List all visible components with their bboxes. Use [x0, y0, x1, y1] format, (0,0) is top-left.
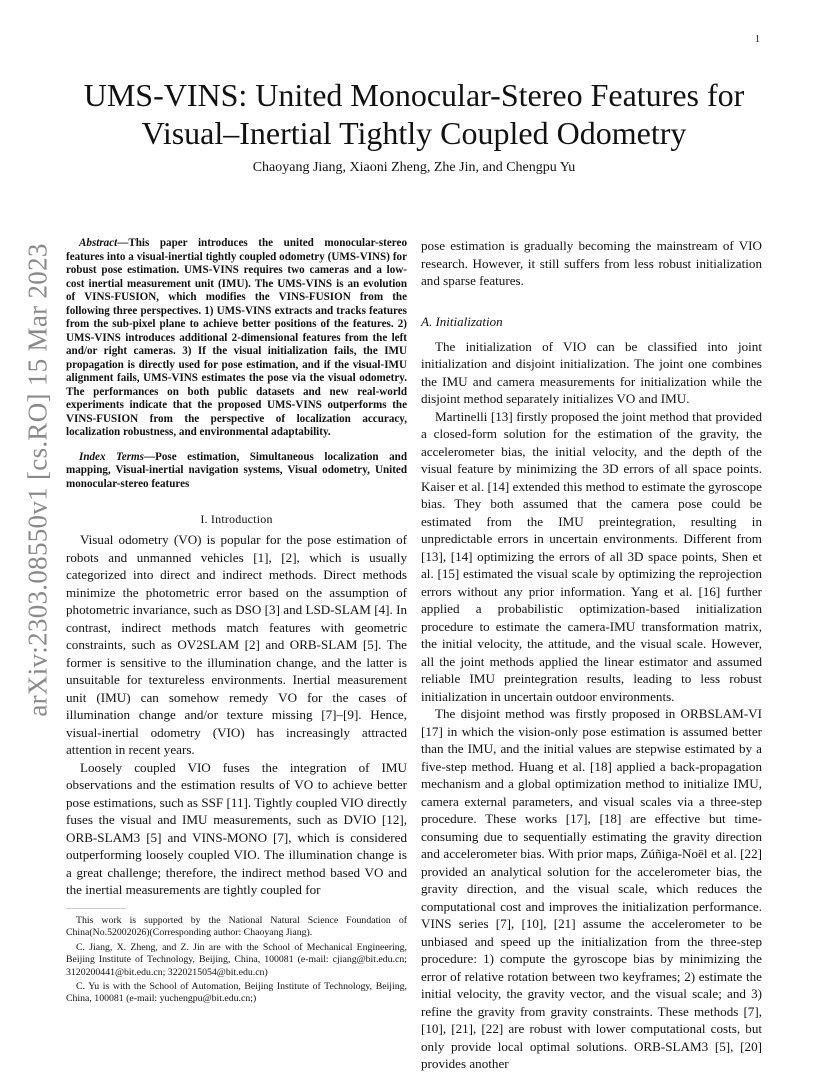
index-terms-label: Index Terms: [79, 450, 144, 463]
left-column: [66, 237, 407, 899]
right-column: [421, 237, 762, 1073]
arxiv-identifier: arXiv:2303.08550v1 [cs.RO] 15 Mar 2023: [22, 243, 53, 717]
index-terms-text: —Pose estimation, Simultaneous localization and mapping, Visual-inertial navigation systems, Visual odometry, United monocular-stereo features: [66, 450, 407, 490]
initialization-paragraph: The disjoint method was firstly proposed in ORBSLAM-VI [17] in which the vision-only pose estimation is assumed better than the IMU, and the initial values are stepwise estimated by a five-step method. Huang et al. [18] applied a back-propagation mechanism and a global optimization method to initialize IMU, camera external parameters, and visual scales via a three-step procedure. These works [17], [18] are effective but time-consuming due to sequentially estimating the gravity direction and accelerometer bias. With prior maps, Zúñiga-Noël et al. [22] provided an analytical solution for the accelerometer bias, the gravity direction, and the visual scale, which reduces the computational cost and improves the initialization performance. VINS series [7], [10], [21] assume the accelerometer to be unbiased and speed up the initialization from the three-step procedure: 1) compute the gyroscope bias by minimizing the error of relative rotation between two keyframes; 2) estimate the initial velocity, the gravity vector, and the visual scale; and 3) refine the gravity from gravity constraints. These methods [7], [10], [21], [22] are robust with lower computational costs, but only provide local optimal solutions. ORB-SLAM3 [5], [20] provides another: [421, 706, 762, 1071]
paper-title: UMS-VINS: United Monocular-Stereo Features for Visual–Inertial Tightly Coupled Odometry: [83, 77, 745, 151]
initialization-paragraph: Martinelli [13] firstly proposed the joint method that provided a closed-form solution for the estimation of the gravity, the accelerometer bias, the initial velocity, and the depth of the visual feature by minimizing the 3D errors of all space points. Kaiser et al. [14] extended this method to estimate the gyroscope bias. They both assumed that the camera pose could be estimated from the IMU preintegration, resulting in unpredictable errors in uncertain environments. Different from [13], [14] optimizing the errors of all 3D space points, Shen et al. [15] estimated the visual scale by optimizing the reprojection errors without any prior information. Yang et al. [16] further applied a probabilistic optimization-based initialization procedure to estimate the camera-IMU transformation matrix, the initial velocity, the attitude, and the visual scale. However, all the joint methods applied the linear estimator and assumed reliable IMU preintegration results, leading to less robust initialization in uncertain outdoor environments.: [421, 408, 762, 704]
index-terms: [66, 451, 407, 492]
abstract: [66, 237, 407, 440]
section-heading-introduction: I. Introduction: [200, 512, 273, 526]
intro-paragraph: Loosely coupled VIO fuses the integration of IMU observations and the estimation results of VO to achieve better pose estimations, such as SSF [11]. Tightly coupled VIO directly fuses the visual and IMU measurements, such as DVIO [12], ORB-SLAM3 [5] and VINS-MONO [7], which is considered outperforming loosely coupled VIO. The illumination change is a great challenge; therefore, the indirect method based VO and the inertial measurements are tightly coupled for: [66, 759, 407, 897]
abstract-label: Abstract: [79, 237, 118, 249]
page-number: 1: [755, 34, 760, 45]
initialization-paragraph: The initialization of VIO can be classified into joint initialization and disjoint initialization. The joint one combines the IMU and camera measurements for initialization while the disjoint method separately initializes VO and IMU.: [421, 338, 762, 406]
abstract-text: —This paper introduces the united monocular-stereo features into a visual-inertial tightly coupled odometry (UMS-VINS) for robust pose estimation. UMS-VINS requires two cameras and a low-cost inertial measurement unit (IMU). The UMS-VINS is an evolution of VINS-FUSION, which modifies the VINS-FUSION from the following three perspectives. 1) UMS-VINS extracts and tracks features from the sub-pixel plane to achieve better positions of the features. 2) UMS-VINS introduces additional 2-dimensional features from the left and/or right cameras. 3) If the visual initialization fails, the IMU propagation is directly used for pose estimation, and if the visual-IMU alignment fails, UMS-VINS estimates the pose via the visual odometry. The performances on both public datasets and new real-world experiments indicate that the proposed UMS-VINS outperforms the VINS-FUSION from the perspective of localization accuracy, localization robustness, and environmental adaptability.: [66, 237, 407, 438]
footnote-affiliation: C. Yu is with the School of Automation, Beijing Institute of Technology, Beijing, China, 100081 (e-mail: yuchengpu@bit.edu.cn;): [66, 981, 407, 1005]
arxiv-sidebar: [18, 243, 58, 717]
footnote-funding: This work is supported by the National Natural Science Foundation of China(No.52002026)(Corresponding author: Chaoyang Jiang).: [66, 915, 407, 939]
footnote-divider: [66, 908, 126, 909]
intro-continuation: pose estimation is gradually becoming the mainstream of VIO research. However, it still suffers from less robust initialization and sparse features.: [421, 238, 762, 288]
footnote-affiliation: C. Jiang, X. Zheng, and Z. Jin are with the School of Mechanical Engineering, Beijing Institute of Technology, Beijing, China, 100081 (e-mail: cjiang@bit.edu.cn; 3120200441@bit.edu.cn; 3220215054@bit.edu.cn): [66, 941, 407, 978]
paper-authors: Chaoyang Jiang, Xiaoni Zheng, Zhe Jin, and Chengpu Yu: [252, 160, 576, 175]
subsection-heading-initialization: A. Initialization: [421, 313, 503, 329]
intro-paragraph: Visual odometry (VO) is popular for the pose estimation of robots and unmanned vehicles [1], [2], which is usually categorized into direct and indirect methods. Direct methods minimize the photometric error based on the assumption of photometric invariance, such as DSO [3] and LSD-SLAM [4]. In contrast, indirect methods match features with geometric constraints, such as OV2SLAM [2] and ORB-SLAM [5]. The former is sensitive to the illumination change, and the latter is unsuitable for textureless environments. Inertial measurement unit (IMU) can somehow remedy VO for the cases of illumination change and/or texture missing [7]–[9]. Hence, visual-inertial odometry (VIO) has increasingly attracted attention in recent years.: [66, 532, 407, 757]
footnotes: [66, 915, 407, 1008]
